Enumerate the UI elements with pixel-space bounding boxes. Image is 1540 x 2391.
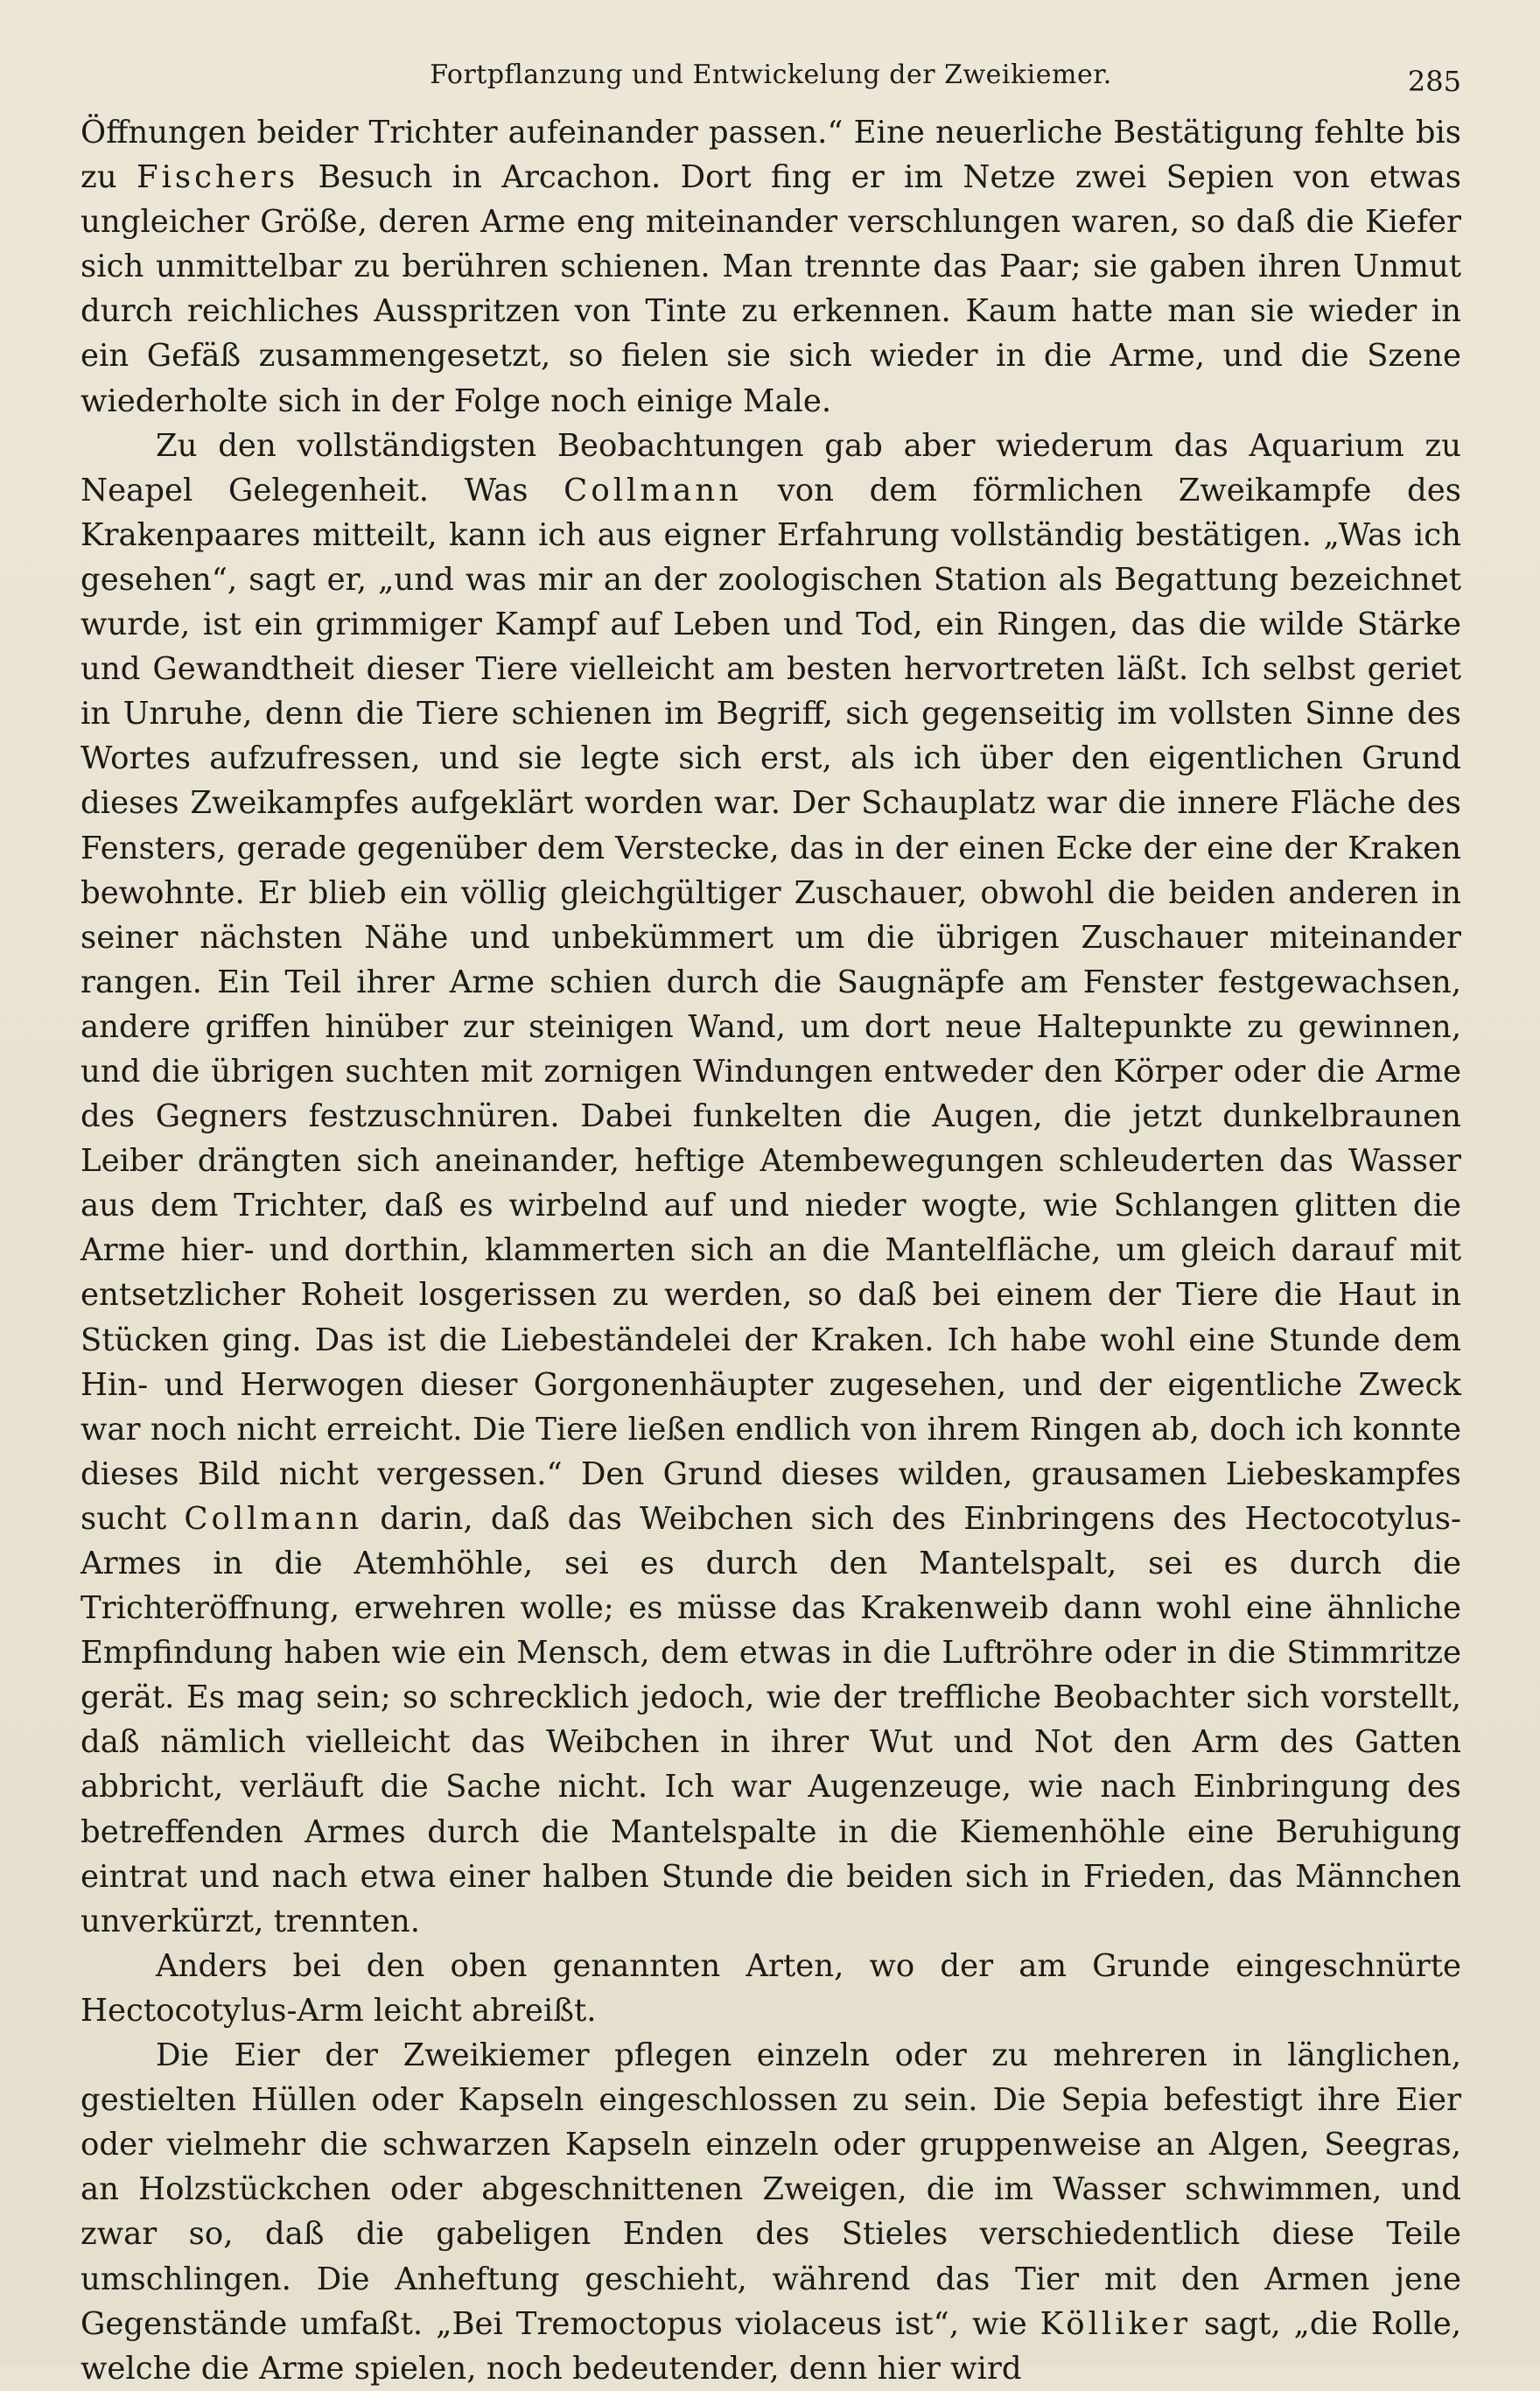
spaced-name: Collmann — [564, 472, 742, 508]
running-head: Fortpflanzung und Entwickelung der Zweikiemer. — [430, 60, 1112, 90]
page-header — [80, 53, 1461, 105]
page-number: 285 — [1407, 65, 1461, 98]
paragraph — [80, 424, 1461, 1944]
text-run: Besuch in Arcachon. Dort fing er im Netze zwei Sepien von etwas ungleicher Größe, deren Arme eng miteinander verschlungen waren, so daß die Kiefer sich unmittelbar zu berühren schienen. Man trennte das Paar; sie gaben ihren Unmut durch reichliches Ausspritzen von Tinte zu erkennen. Kaum hatte man sie wieder in ein Gefäß zusammengesetzt, so fielen sie sich wieder in die Arme, und die Szene wiederholte sich in der Folge noch einige Male. — [80, 159, 1461, 419]
text-run: Öffnungen beider Trichter aufeinander passen.“ Eine neuerliche Bestätigung fehlte bis zu — [80, 115, 1461, 196]
text-run: von dem förmlichen Zweikampfe des Krakenpaares mitteilt, kann ich aus eigner Erfahrung vollständig bestätigen. „Was ich gesehen“, sagt er, „und was mir an der zoologischen Station als Begattung bezeichnet wurde, ist ein grimmiger Kampf auf Leben und Tod, ein Ringen, das die wilde Stärke und Gewandtheit dieser Tiere vielleicht am besten hervortreten läßt. Ich selbst geriet in Unruhe, denn die Tiere schienen im Begriff, sich gegenseitig im vollsten Sinne des Wortes aufzufressen, und sie legte sich erst, als ich über den eigentlichen Grund dieses Zweikampfes aufgeklärt worden war. Der Schauplatz war die innere Fläche des Fensters, gerade gegenüber dem Verstecke, das in der einen Ecke der eine der Kraken bewohnte. Er blieb ein völlig gleichgültiger Zuschauer, obwohl die beiden anderen in seiner nächsten Nähe und unbekümmert um die übrigen Zuschauer miteinander rangen. Ein Teil ihrer Arme schien durch die Saugnäpfe am Fenster festgewachsen, andere griffen hinüber zur steinigen Wand, um dort neue Haltepunkte zu gewinnen, und die übrigen suchten mit zornigen Windungen entweder den Körper oder die Arme des Gegners festzuschnüren. Dabei funkelten die Augen, die jetzt dunkelbraunen Leiber drängten sich aneinander, heftige Atembewegungen schleuderten das Wasser aus dem Trichter, daß es wirbelnd auf und nieder wogte, wie Schlangen glitten die Arme hier- und dorthin, klammerten sich an die Mantelfläche, um gleich darauf mit entsetzlicher Roheit losgerissen zu werden, so daß bei einem der Tiere die Haut in Stücken ging. Das ist die Liebeständelei der Kraken. Ich habe wohl eine Stunde dem Hin- und Herwogen dieser Gorgonenhäupter zugesehen, und der eigentliche Zweck war noch nicht erreicht. Die Tiere ließen endlich von ihrem Ringen ab, doch ich konnte dieses Bild nicht vergessen.“ Den Grund dieses wilden, grausamen Liebeskampfes sucht — [80, 472, 1461, 1537]
paragraph — [80, 110, 1461, 424]
body-text — [80, 110, 1461, 2391]
spaced-name: Kölliker — [1040, 2305, 1192, 2342]
text-run: Anders bei den oben genannten Arten, wo der am Grunde eingeschnürte Hectocotylus-Arm leicht abreißt. — [80, 1947, 1461, 2029]
text-run: Zu den vollständigsten Beobachtungen gab aber wiederum das Aquarium zu Neapel Gelegenheit. Was — [80, 427, 1461, 508]
spaced-name: Fischers — [136, 159, 299, 196]
paragraph — [80, 2033, 1461, 2391]
text-run: darin, daß das Weibchen sich des Einbringens des Hectocotylus-Armes in die Atemhöhle, sei es durch den Mantelspalt, sei es durch die Trichteröffnung, erwehren wolle; es müsse das Krakenweib dann wohl eine ähnliche Empfindung haben wie ein Mensch, dem etwas in die Luftröhre oder in die Stimmritze gerät. Es mag sein; so schrecklich jedoch, wie der treffliche Beobachter sich vorstellt, daß nämlich vielleicht das Weibchen in ihrer Wut und Not den Arm des Gatten abbricht, verläuft die Sache nicht. Ich war Augenzeuge, wie nach Einbringung des betreffenden Armes durch die Mantelspalte in die Kiemenhöhle eine Beruhigung eintrat und nach etwa einer halben Stunde die beiden sich in Frieden, das Männchen unverkürzt, trennten. — [80, 1500, 1461, 1939]
paragraph — [80, 1944, 1461, 2033]
text-run: Die Eier der Zweikiemer pflegen einzeln oder zu mehreren in länglichen, gestielten Hüllen oder Kapseln eingeschlossen zu sein. Die Sepia befestigt ihre Eier oder vielmehr die schwarzen Kapseln einzeln oder gruppenweise an Algen, Seegras, an Holzstückchen oder abgeschnittenen Zweigen, die im Wasser schwimmen, und zwar so, daß die gabeligen Enden des Stieles verschiedentlich diese Teile umschlingen. Die Anheftung geschieht, während das Tier mit den Armen jene Gegenstände umfaßt. „Bei Tremoctopus violaceus ist“, wie — [80, 2037, 1461, 2342]
spaced-name: Collmann — [184, 1500, 363, 1537]
text-run: sagt, „die Rolle, welche die Arme spielen, noch bedeutender, denn hier wird — [80, 2305, 1462, 2387]
